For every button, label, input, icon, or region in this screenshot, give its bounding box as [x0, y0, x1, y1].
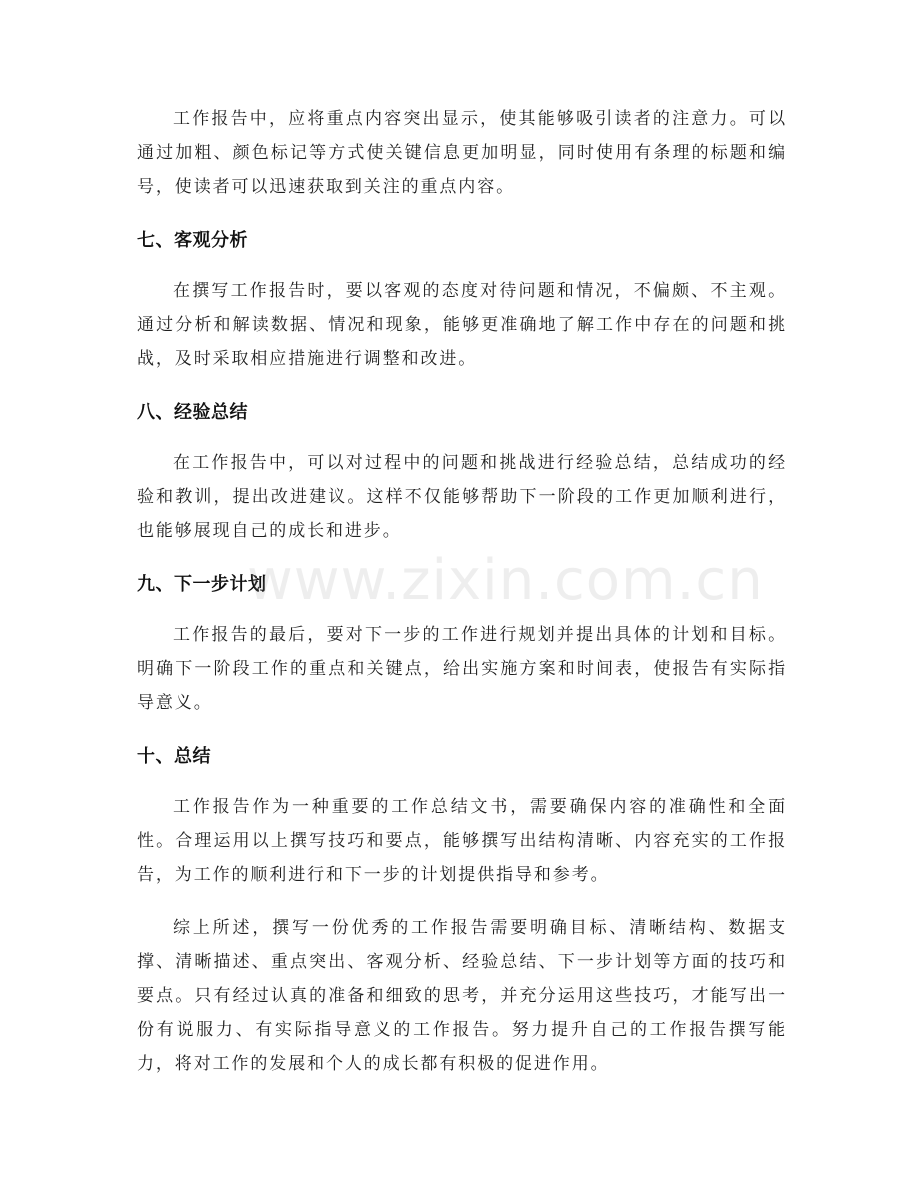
spacer — [137, 548, 787, 570]
paragraph-section-9: 工作报告的最后，要对下一步的工作进行规划并提出具体的计划和目标。明确下一阶段工作的重点和关键点，给出实施方案和时间表，使报告有实际指导意义。 — [137, 625, 787, 713]
document-body — [137, 102, 787, 1081]
paragraph-section-8: 在工作报告中，可以对过程中的问题和挑战进行经验总结，总结成功的经验和教训，提出改进建议。这样不仅能够帮助下一阶段的工作更加顺利进行，也能够展现自己的成长和进步。 — [137, 453, 787, 541]
spacer — [137, 600, 787, 618]
spacer — [137, 428, 787, 446]
watermark-text: www.zixin.com.cn — [247, 548, 764, 613]
spacer — [137, 204, 787, 226]
heading-section-9: 九、下一步计划 — [137, 574, 267, 595]
spacer — [137, 376, 787, 398]
heading-section-7: 七、客观分析 — [137, 230, 248, 251]
paragraph-section-10-summary: 工作报告作为一种重要的工作总结文书，需要确保内容的准确性和全面性。合理运用以上撰写技巧和要点，能够撰写出结构清晰、内容充实的工作报告，为工作的顺利进行和下一步的计划提供指导和参考。 — [137, 797, 787, 885]
spacer — [137, 892, 787, 911]
spacer — [137, 772, 787, 790]
spacer — [137, 256, 787, 274]
paragraph-section-7: 在撰写工作报告时，要以客观的态度对待问题和情况，不偏颇、不主观。通过分析和解读数据、情况和现象，能够更准确地了解工作中存在的问题和挑战，及时采取相应措施进行调整和改进。 — [137, 281, 787, 369]
heading-section-8: 八、经验总结 — [137, 402, 248, 423]
paragraph-emphasis: 工作报告中，应将重点内容突出显示，使其能够吸引读者的注意力。可以通过加粗、颜色标记等方式使关键信息更加明显，同时使用有条理的标题和编号，使读者可以迅速获取到关注的重点内容。 — [137, 109, 787, 197]
paragraph-section-10-conclusion: 综上所述，撰写一份优秀的工作报告需要明确目标、清晰结构、数据支撑、清晰描述、重点突出、客观分析、经验总结、下一步计划等方面的技巧和要点。只有经过认真的准备和细致的思考，并充分运用这些技巧，才能写出一份有说服力、有实际指导意义的工作报告。努力提升自己的工作报告撰写能力，将对工作的发展和个人的成长都有积极的促进作用。 — [137, 918, 787, 1074]
spacer — [137, 720, 787, 742]
heading-section-10: 十、总结 — [137, 746, 211, 767]
